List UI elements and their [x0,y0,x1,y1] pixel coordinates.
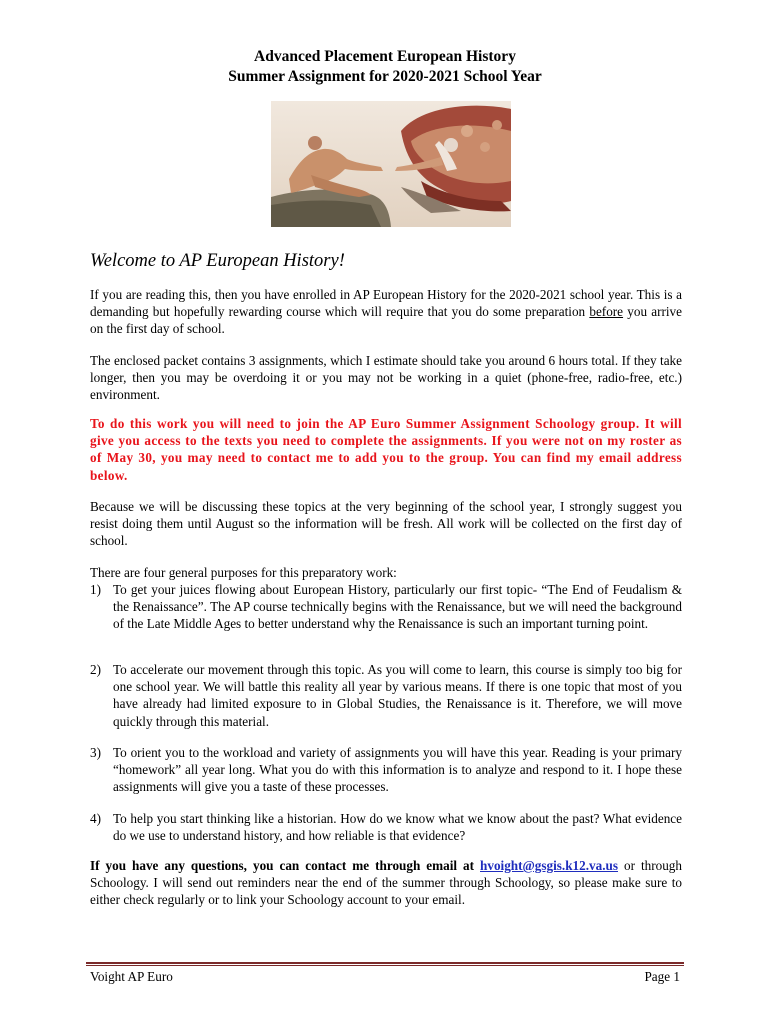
footer-divider [86,962,684,964]
contact-paragraph [90,857,682,909]
email-link[interactable]: hvoight@gsgis.k12.va.us [480,858,618,873]
page-number: Page 1 [644,969,680,984]
purpose-list-item [90,810,682,844]
document-subtitle: Summer Assignment for 2020-2021 School Year [228,68,542,85]
intro-text-start: If you are reading this, then you have enrolled in AP European History for the 2020-2021 school year. This is a demanding but hopefully rewarding course which will require that you do some preparation [90,287,682,320]
emphasis-before: before [589,304,624,320]
document-title: Advanced Placement European History [254,48,516,65]
contact-rest: or through Schoology. I will send out reminders near the end of the summer through Schoology, so please make sure to either check regularly or to link your Schoology account to your email. [90,858,682,908]
purposes-intro-text: There are four general purposes for this preparatory work: [90,565,397,580]
intro-paragraph [90,286,682,338]
schoology-notice [90,415,682,484]
list-item-text: To accelerate our movement through this topic. As you will come to learn, this course is simply too big for one school year. We will battle this reality all year by various means. If there is one topic that most of you have already had limited exposure to in Global Studies, the Renaissance is it. Therefore, we will move quickly through this material. [113,662,682,729]
timing-paragraph [90,498,682,550]
creation-of-adam-image [271,101,511,227]
fresco-illustration [271,101,511,227]
footer-divider-thin [86,965,684,966]
footer-author: Voight AP Euro [90,969,173,984]
purpose-list-item [90,661,682,730]
list-number: 3) [90,745,101,760]
list-item-text: To get your juices flowing about European History, particularly our first topic- “The End of Feudalism & the Renaissance”. The AP course technically begins with the Renaissance, but we will need the background of the Late Middle Ages to better understand why the Renaissance is such an important turning point. [113,582,682,632]
list-number: 2) [90,662,101,677]
timing-text: Because we will be discussing these topics at the very beginning of the school year, I strongly suggest you resist doing them until August so the information will be fresh. All work will be collected on the first day of school. [90,499,682,549]
list-number: 1) [90,582,101,597]
list-item-text: To help you start thinking like a historian. How do we know what we know about the past? What evidence do we use to understand history, and how reliable is that evidence? [113,811,682,844]
schoology-notice-text: To do this work you will need to join the AP Euro Summer Assignment Schoology group. It will give you access to the texts you need to complete the assignments. If you were not on my roster as of May 30, you may need to contact me to add you to the group. You can find my email address below. [90,416,682,483]
purposes-intro [90,564,682,581]
purpose-list-item [90,581,682,633]
list-item-text: To orient you to the workload and variety of assignments you will have this year. Reading is your primary “homework” all year long. What you do with this information is to analyze and respond to it. I hope these assignments will give you a taste of these processes. [113,745,682,795]
list-number: 4) [90,811,101,826]
packet-text: The enclosed packet contains 3 assignments, which I estimate should take you around 6 hours total. If they take longer, then you may be overdoing it or you may not be working in a quiet (phone-free, radio-free, etc.) environment. [90,353,682,403]
intro-text-end: you arrive on the first day of school. [90,304,683,337]
welcome-heading: Welcome to AP European History! [90,251,345,271]
contact-lead: If you have any questions, you can contact me through email at [90,858,481,873]
packet-paragraph [90,352,682,404]
purpose-list-item [90,744,682,796]
